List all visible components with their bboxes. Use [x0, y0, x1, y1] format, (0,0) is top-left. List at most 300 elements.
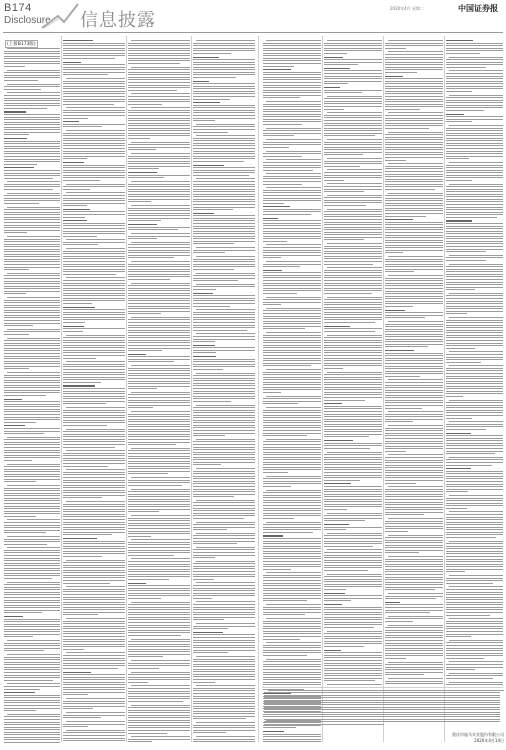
text-line — [66, 78, 125, 79]
text-line — [193, 568, 255, 569]
text-line — [263, 441, 321, 442]
text-line — [63, 143, 125, 144]
text-line — [128, 264, 190, 265]
text-line — [63, 253, 125, 254]
text-line — [266, 572, 321, 573]
text-line — [7, 714, 60, 715]
column-divider — [258, 36, 259, 742]
text-line — [128, 632, 190, 633]
text-line — [263, 142, 321, 143]
text-line — [446, 135, 503, 136]
text-line — [446, 40, 473, 41]
text-line — [128, 322, 190, 323]
text-line — [193, 369, 223, 370]
text-line — [263, 669, 321, 670]
text-line — [66, 361, 125, 362]
text-line — [7, 640, 60, 641]
text-line — [193, 165, 224, 166]
text-line — [263, 53, 321, 54]
text-line — [446, 453, 495, 454]
text-line — [263, 156, 302, 157]
text-line — [446, 175, 503, 176]
text-line — [63, 350, 125, 351]
text-line — [263, 124, 302, 125]
text-line — [7, 464, 60, 465]
text-line — [324, 314, 382, 315]
text-line — [128, 416, 190, 417]
text-line — [193, 659, 255, 660]
text-line — [63, 626, 125, 627]
text-line — [446, 580, 503, 581]
text-line — [385, 181, 443, 182]
text-line — [324, 394, 382, 395]
text-line — [128, 400, 190, 401]
text-line — [63, 591, 125, 592]
text-line — [193, 378, 255, 379]
text-line — [388, 112, 443, 113]
text-line — [324, 219, 382, 220]
text-line — [193, 471, 255, 472]
text-line — [385, 326, 443, 327]
text-line — [4, 366, 60, 367]
text-line — [4, 466, 60, 467]
text-line — [263, 238, 321, 239]
text-line — [63, 72, 125, 73]
text-line — [128, 531, 190, 532]
text-line — [446, 508, 467, 509]
text-line — [66, 130, 125, 131]
text-line — [324, 64, 358, 65]
text-line — [327, 452, 382, 453]
text-line — [193, 45, 255, 46]
text-line — [193, 207, 255, 208]
text-line — [4, 334, 29, 335]
text-line — [263, 677, 321, 678]
text-line — [446, 599, 503, 600]
text-line — [324, 504, 382, 505]
text-line — [193, 148, 255, 149]
text-line — [63, 577, 125, 578]
text-line — [193, 574, 255, 575]
text-line — [128, 501, 190, 502]
text-line — [263, 323, 321, 324]
text-line — [446, 332, 503, 333]
text-line — [264, 704, 500, 705]
text-line — [324, 78, 382, 79]
text-line — [63, 447, 115, 448]
text-line — [193, 350, 255, 351]
text-line — [4, 239, 60, 240]
text-line — [263, 114, 321, 115]
text-line — [385, 134, 443, 135]
text-line — [196, 601, 255, 602]
text-line — [4, 500, 60, 501]
text-line — [385, 149, 443, 150]
text-line — [263, 133, 321, 134]
text-line — [324, 543, 382, 544]
text-line — [263, 335, 321, 336]
text-line — [128, 604, 190, 605]
text-line — [128, 619, 190, 620]
text-line — [128, 85, 190, 86]
text-line — [385, 612, 430, 613]
text-line — [4, 222, 60, 223]
text-line — [263, 452, 321, 453]
text-line — [446, 594, 503, 595]
text-line — [63, 396, 125, 397]
text-line — [193, 238, 255, 239]
text-line — [385, 353, 443, 354]
text-line — [324, 389, 382, 390]
text-line — [324, 186, 382, 187]
text-line — [4, 493, 60, 494]
text-line — [446, 604, 503, 605]
text-line — [128, 388, 157, 389]
text-line — [128, 303, 190, 304]
text-line — [128, 244, 190, 245]
text-line — [446, 231, 503, 232]
text-line — [446, 91, 472, 92]
text-line — [263, 614, 305, 615]
text-line — [449, 293, 503, 294]
text-line — [446, 151, 503, 152]
text-line — [128, 506, 190, 507]
text-line — [324, 467, 382, 468]
text-line — [193, 236, 255, 237]
text-line — [449, 57, 503, 58]
text-line — [385, 216, 426, 217]
text-line — [4, 722, 60, 723]
text-line — [263, 363, 321, 364]
text-line — [128, 663, 190, 664]
text-line — [4, 377, 60, 378]
text-line — [63, 295, 125, 296]
text-line — [128, 725, 190, 726]
text-line — [128, 574, 190, 575]
text-line — [193, 364, 255, 365]
text-line — [4, 164, 37, 165]
text-line — [327, 158, 382, 159]
text-line — [4, 645, 60, 646]
text-line — [128, 63, 180, 64]
text-line — [63, 388, 125, 389]
text-line — [263, 505, 321, 506]
text-line — [63, 439, 125, 440]
text-line — [4, 563, 60, 564]
text-line — [385, 627, 443, 628]
text-line — [324, 312, 382, 313]
text-line — [63, 55, 125, 56]
text-line — [385, 86, 443, 87]
text-line — [385, 376, 420, 377]
text-line — [128, 668, 159, 669]
text-line — [193, 356, 216, 357]
text-line — [324, 234, 382, 235]
text-line — [263, 342, 321, 343]
text-line — [264, 700, 500, 701]
text-line — [324, 501, 382, 502]
text-line — [4, 127, 60, 128]
text-line — [4, 132, 60, 133]
text-line — [7, 338, 60, 339]
text-line — [385, 88, 443, 89]
text-line — [263, 184, 302, 185]
text-line — [266, 173, 321, 174]
text-line — [193, 186, 255, 187]
text-line — [446, 571, 465, 572]
text-line — [66, 721, 125, 722]
text-line — [263, 518, 294, 519]
text-line — [193, 64, 255, 65]
text-line — [63, 58, 115, 59]
text-line — [446, 407, 503, 408]
text-line — [193, 156, 255, 157]
text-line — [7, 485, 60, 486]
text-line — [385, 198, 443, 199]
text-line — [446, 274, 503, 275]
text-line — [264, 714, 500, 715]
text-line — [446, 522, 503, 523]
text-line — [63, 319, 125, 320]
text-line — [324, 400, 365, 401]
text-line — [385, 83, 443, 84]
text-line — [128, 651, 190, 652]
text-line — [446, 83, 503, 84]
text-line — [263, 116, 321, 117]
text-line — [63, 374, 125, 375]
text-line — [324, 609, 382, 610]
text-line — [128, 368, 190, 369]
text-line — [446, 180, 472, 181]
text-line — [63, 556, 102, 557]
text-line — [193, 145, 255, 146]
text-line — [196, 373, 255, 374]
text-line — [263, 66, 294, 67]
text-line — [385, 237, 443, 238]
text-line — [4, 544, 47, 545]
text-line — [63, 110, 125, 111]
text-line — [324, 133, 382, 134]
text-line — [266, 151, 321, 152]
text-line — [63, 679, 125, 680]
text-line — [4, 621, 60, 622]
text-line — [324, 675, 382, 676]
text-line — [63, 331, 83, 332]
text-line — [324, 509, 347, 510]
text-line — [66, 560, 125, 561]
text-line — [385, 433, 443, 434]
text-line — [446, 424, 503, 425]
text-line — [63, 538, 97, 539]
text-line — [128, 612, 190, 613]
text-line — [446, 498, 503, 499]
text-line — [324, 293, 372, 294]
text-line — [193, 196, 255, 197]
text-line — [446, 311, 503, 312]
text-line — [324, 643, 382, 644]
text-line — [446, 642, 503, 643]
text-line — [4, 705, 60, 706]
text-line — [63, 340, 125, 341]
text-line — [4, 108, 47, 109]
text-line — [446, 246, 503, 247]
text-line — [446, 478, 503, 479]
text-line — [324, 489, 382, 490]
text-line — [128, 208, 190, 209]
text-line — [385, 438, 443, 439]
text-line — [193, 69, 255, 70]
text-line — [63, 580, 125, 581]
text-line — [131, 181, 190, 182]
text-line — [196, 547, 255, 548]
text-line — [63, 101, 125, 102]
text-line — [63, 67, 125, 68]
text-line — [385, 531, 408, 532]
text-line — [4, 170, 60, 171]
text-line — [128, 458, 190, 459]
text-line — [63, 497, 102, 498]
text-line — [4, 281, 60, 282]
text-line — [324, 541, 382, 542]
text-line — [4, 710, 36, 711]
text-line — [193, 231, 255, 232]
text-line — [327, 96, 382, 97]
section-title: 信息披露 — [80, 10, 156, 31]
text-line — [263, 633, 321, 634]
text-line — [63, 594, 125, 595]
text-line — [385, 291, 443, 292]
text-line — [324, 70, 382, 71]
text-line — [131, 558, 190, 559]
text-line — [63, 570, 125, 571]
text-line — [4, 148, 60, 149]
text-line — [385, 414, 443, 415]
text-line — [446, 282, 503, 283]
text-line — [324, 469, 382, 470]
text-line — [63, 83, 125, 84]
text-line — [128, 552, 190, 553]
text-line — [193, 115, 255, 116]
text-line — [63, 372, 125, 373]
text-line — [128, 43, 190, 44]
text-line — [4, 348, 60, 349]
issue-date: 2020年4月 星期二 — [390, 6, 424, 11]
text-line — [385, 288, 443, 289]
text-line — [324, 117, 382, 118]
text-line — [446, 64, 503, 65]
text-line — [446, 589, 503, 590]
text-line — [63, 534, 112, 535]
text-line — [4, 350, 60, 351]
text-line — [263, 556, 321, 557]
text-line — [63, 303, 92, 304]
text-line — [128, 48, 190, 49]
text-line — [446, 107, 503, 108]
text-line — [263, 328, 305, 329]
text-line — [63, 460, 125, 461]
text-line — [263, 218, 278, 219]
text-line — [385, 577, 443, 578]
text-line — [196, 333, 255, 334]
text-line — [63, 655, 125, 656]
text-line — [263, 106, 321, 107]
text-line — [324, 584, 382, 585]
text-line — [385, 387, 443, 388]
text-line — [4, 358, 60, 359]
text-line — [385, 358, 443, 359]
text-line — [264, 697, 500, 698]
text-line — [196, 309, 255, 310]
text-line — [446, 287, 503, 288]
text-line — [4, 587, 60, 588]
text-line — [66, 407, 125, 408]
text-line — [63, 599, 125, 600]
text-line — [324, 115, 382, 116]
text-line — [263, 178, 321, 179]
text-line — [193, 233, 255, 234]
text-line — [327, 549, 382, 550]
text-line — [324, 494, 382, 495]
text-line — [385, 496, 443, 497]
text-line — [4, 375, 60, 376]
text-line — [193, 199, 255, 200]
text-line — [263, 43, 321, 44]
text-line — [63, 583, 110, 584]
text-line — [385, 540, 443, 541]
text-line — [63, 189, 90, 190]
text-line — [263, 48, 321, 49]
text-line — [324, 205, 366, 206]
text-line — [4, 124, 60, 125]
text-line — [128, 227, 190, 228]
text-line — [446, 386, 503, 387]
text-line — [63, 264, 125, 265]
text-line — [324, 142, 382, 143]
text-line — [63, 148, 125, 149]
text-line — [446, 435, 503, 436]
text-line — [327, 195, 382, 196]
text-line — [385, 355, 443, 356]
text-line — [4, 409, 60, 410]
text-line — [63, 532, 125, 533]
text-line — [324, 374, 382, 375]
text-line — [63, 151, 125, 152]
text-line — [324, 668, 382, 669]
text-line — [385, 683, 443, 684]
text-line — [385, 91, 443, 92]
text-line — [128, 473, 168, 474]
text-line — [388, 275, 443, 276]
text-line — [7, 654, 60, 655]
text-line — [446, 445, 503, 446]
text-line — [385, 176, 443, 177]
text-line — [446, 524, 503, 525]
text-line — [128, 236, 190, 237]
text-line — [324, 387, 382, 388]
swoosh-icon — [40, 2, 80, 30]
text-line — [263, 469, 321, 470]
text-line — [388, 193, 443, 194]
text-line — [324, 53, 347, 54]
text-line — [388, 132, 443, 133]
text-line — [196, 533, 255, 534]
text-line — [193, 129, 255, 130]
text-line — [263, 144, 321, 145]
text-line — [128, 330, 190, 331]
text-line — [4, 584, 60, 585]
text-line — [263, 478, 321, 479]
text-line — [324, 593, 345, 594]
